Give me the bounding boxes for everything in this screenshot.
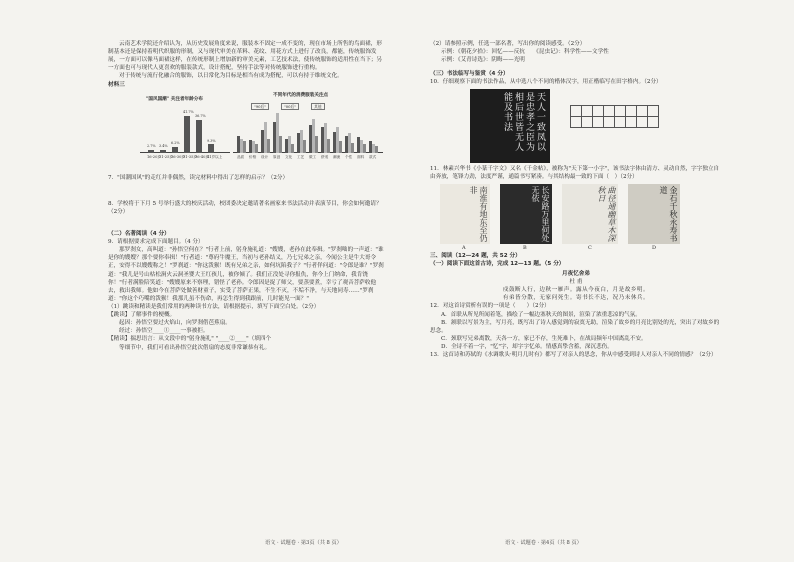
chart2-bar xyxy=(255,144,258,152)
poem-author: 杜 甫 xyxy=(569,279,583,286)
charts-area xyxy=(108,93,386,171)
chart1-value-label: 36.7% xyxy=(195,114,206,119)
close-reading-label: 【精读】揣思语言：从文段中的"躬身施礼" "____②____"（填四个 xyxy=(108,336,272,343)
chart1-category-label: 26-30岁 xyxy=(171,154,185,159)
chart2-bar xyxy=(363,144,366,152)
chart2-category-label: 款式 xyxy=(369,154,377,159)
chart1-bar xyxy=(148,150,154,152)
question-9-2: （2）请参照示例，任选一部名著，写出你的阅读感受。（2分） xyxy=(430,41,586,47)
poem-title: 月夜忆舍弟 xyxy=(562,270,590,277)
option-a[interactable]: A．首联从所见所闻着笔，描绘了一幅边塞秋天的图景，渲染了浓重悲凉的气氛。 xyxy=(441,311,641,318)
chart2-bar xyxy=(243,141,246,152)
chart2-category-label: 做工 xyxy=(309,154,317,159)
question-9-1: （1）跳读和精读是我们常用的两种读书方法，请根据提示，填写下面空白处。（2分） xyxy=(108,303,320,310)
question-9: 9．请根据要求完成下面题目。（4 分） xyxy=(108,239,204,246)
age-distribution-chart xyxy=(140,97,230,167)
chart1-category-label: 21-25岁 xyxy=(159,154,173,159)
tianzige-grid[interactable] xyxy=(570,105,659,128)
footer-left: 语文 · 试题卷 · 第3页（共 8 页） xyxy=(265,540,342,546)
chart2-legend-90s: "90后" xyxy=(251,103,269,111)
chart2-category-label: 设计 xyxy=(261,154,269,159)
chart2-category-label: 品质 xyxy=(237,154,245,159)
chart1-category-label: 41岁以上 xyxy=(207,154,223,159)
question-13: 13．这首诗和苏轼的《水调歌头·明月几时有》都写了对亲人的思念，你从中感受到诗人对亲人不同的情感？（2分） xyxy=(430,352,717,359)
focus-points-chart xyxy=(233,93,383,167)
excerpt-text: 那罗刹女，高叫道："孙悟空何在？"行者上前，躬身施礼道："嫂嫂，老孙在此奉揖。"罗刹咄的一声道："谁是你的嫂嫂？那个要你奉揖！"行者道："尊府牛魔王，当初与老孙结义，乃七兄弟之亲，今闻公主是牛大哥令正，安得不以嫂嫂称之！"罗刹道："你这泼猴！既有兄弟之亲，如何坑陷我子？"行者佯问道："令郎是谁？"罗刹道："我儿是号山枯松涧火云洞圣婴大王红孩儿，被你倾了。我们正没处寻你报仇，你今上门纳命，我肯饶你！"行者满脸陪笑道："嫂嫂原来不察理，错怪了老孙。令郎因是捉了师父，要蒸要煮，幸亏了观音菩萨收他去，救出我师。他如今在菩萨处做善财童子，实受了菩萨正果，不生不灭，不垢不净，与天地同寿……"罗刹道："你这个巧嘴的泼猴！我那儿虽不伤命，再怎生得到我跟前，几时能见一面？" xyxy=(108,247,384,302)
chart1-category-label: 36-40岁 xyxy=(195,154,209,159)
chart2-bar xyxy=(279,136,282,153)
right-page xyxy=(400,0,794,562)
chart1-value-label: 9.3% xyxy=(207,138,216,143)
sample-a-label: A xyxy=(462,244,466,251)
part-3-heading: 三、阅读（12—24 题，共 52 分） xyxy=(430,252,521,259)
chart2-bar xyxy=(339,141,342,152)
example-line-2: 示例：《艾青诗选》：阴晦——光明 xyxy=(441,57,525,64)
close-reading-text: 等细节中，我们可看出孙悟空此次借扇的态度非常谦恭有礼。 xyxy=(119,344,271,351)
poem-line-1: 戍鼓断人行，边秋一雁声。露从今夜白，月是故乡明。 xyxy=(502,287,650,294)
chart2-bar xyxy=(351,143,354,153)
skim-text-cause: 起因：孙悟空要过火焰山，向罗刹借芭蕉扇。 xyxy=(119,320,231,327)
sub-1-heading: （一）阅读下面这首古诗，完成 12—13 题。（5 分） xyxy=(430,260,565,267)
chart1-value-label: 2.7% xyxy=(147,144,156,149)
sample-b-label: B xyxy=(523,244,527,251)
calligraphy-area xyxy=(430,89,722,165)
chart2-category-label: 个性 xyxy=(345,154,353,159)
chart2-bar xyxy=(327,139,330,153)
chart2-category-label: 面料 xyxy=(357,154,365,159)
chart2-category-label: 舒适 xyxy=(321,154,329,159)
question-8: 8．学校将于下月 5 号举行盛大的校庆活动，校团委决定邀请著名画家来书法活动并表演节目，你会如何邀请？（2分） xyxy=(108,200,382,215)
chart2-category-label: 价格 xyxy=(249,154,257,159)
chart1-title: "国风国潮" 关注者年龄分布 xyxy=(146,96,203,102)
question-7: 7．"国潮国风"的走红并非偶然，读完材料中得出了怎样的启示？（2分） xyxy=(108,174,289,181)
chart1-category-label: 16-20岁 xyxy=(147,154,161,159)
chart1-bar xyxy=(172,147,178,152)
chart2-category-label: 原创 xyxy=(273,154,281,159)
chart2-bar xyxy=(375,146,378,153)
chart2-legend-other: 其他 xyxy=(311,103,325,111)
material-3-label: 材料三 xyxy=(108,81,125,88)
chart2-bar xyxy=(315,136,318,153)
poem-line-2: 有弟皆分散，无家问死生。寄书长不达，况乃未休兵。 xyxy=(502,295,650,302)
sample-b: 长安路万里何处无依 xyxy=(500,184,552,244)
sample-d-label: D xyxy=(652,244,657,251)
chart1-bar xyxy=(208,144,214,152)
chart2-bar xyxy=(267,139,270,153)
option-b[interactable]: B．颔联以写景为主，写月亮，既写出了诗人感觉到的寂寞无助，渲染了故乡的月亮比别处的光，突出了对故乡的思念。 xyxy=(430,319,720,334)
footer-right: 语文 · 试题卷 · 第4页（共 8 页） xyxy=(505,540,582,546)
answer-space-8[interactable] xyxy=(108,216,386,230)
passage-paragraph-1: 云南艺术学院还介绍认为，从历史发展角度来说，服装本不固定一成不变的，现在市场上所售的鸟面裙，形制基本还是保持着明代织服的形制，又与现代审美在革料、花纹、用花方式上进行了改良，都能，传统服饰发展，一方面可以像马面裙这样，在传统形制上增加新的审美元素，工艺技术法，使传统服饰的适用性在当下；另一方面也可与现代人更喜欢的服装款式，设计搭配，坚持手法等对传统服饰进行重构。 xyxy=(108,41,383,72)
skim-label: 【跳读】了解事件的梗概。 xyxy=(108,312,176,319)
sample-d: 金石千秋永寿书道 xyxy=(628,184,680,244)
chart2-bar xyxy=(291,144,294,152)
chart1-bar xyxy=(184,116,190,153)
calligraphy-work: 天人一致凤以是忠孝之臣为相后世皆无人能及书法 xyxy=(470,89,550,163)
skim-text-process: 经过：孙悟空____①____一事被拒。 xyxy=(119,328,209,335)
chart1-value-label: 41.7% xyxy=(183,110,194,115)
sample-c: 曲径通幽草木深秋日 xyxy=(562,184,618,244)
option-d[interactable]: D．全诗不着一字，"忆"字，却字字忆弟。情感真挚含蓄，深沉悲伤。 xyxy=(441,343,613,350)
example-line-1: 示例：《朝花夕拾》：回忆——反抗 《昆虫记》：科学性——文学性 xyxy=(441,49,609,56)
passage-paragraph-2: 对于传统与流行化融合的服饰，以日常化为目标是相当有成为搭配，可以有持于维统文化。 xyxy=(119,73,343,80)
chart2-bar xyxy=(303,140,306,153)
question-12: 12．对这首诗赏析有误的一项是（ ）（2分） xyxy=(430,303,550,310)
chart2-category-label: 工艺 xyxy=(297,154,305,159)
question-10: 10．仔细观察下面的书法作品，从中选八个不同的楷体汉字，用正楷临写在田字格内。（2分） xyxy=(430,79,662,86)
section-3-heading: （三）书法临写与鉴赏（4 分） xyxy=(430,71,509,78)
answer-space-7[interactable] xyxy=(108,182,386,200)
chart2-category-label: 潮流 xyxy=(333,154,341,159)
option-c[interactable]: C．颈联写兄弟离散，天各一方，家已不存，生死难卜，在战局频年中国离乱不安。 xyxy=(441,335,647,342)
chart1-bar xyxy=(196,120,202,152)
calligraphy-samples xyxy=(430,184,722,252)
chart1-value-label: 6.2% xyxy=(171,141,180,146)
chart2-legend-00s: "00后" xyxy=(281,103,299,111)
sample-c-label: C xyxy=(588,244,592,251)
chart1-category-label: 31-35岁 xyxy=(183,154,197,159)
chart1-bar xyxy=(160,150,166,153)
chart1-value-label: 3.4% xyxy=(159,143,168,148)
chart2-category-label: 文化 xyxy=(285,154,293,159)
chart2-title: 不同年代的消费服装关注点 xyxy=(273,92,329,98)
section-2-heading: （二）名著阅读（4 分） xyxy=(108,230,170,237)
sample-a: 南淮有地东至仍非 xyxy=(440,184,490,244)
question-11: 11．林素兴华书《小篆千字文》又名《千金帖》，被称为"天下第一小字"，该书法字体由清方、灵动自然，字字独立自由奔放，笔锋力劲，法度严谨，通篇书写紧凑。与其结构最一致的下面（ ）（2分） xyxy=(430,165,720,180)
